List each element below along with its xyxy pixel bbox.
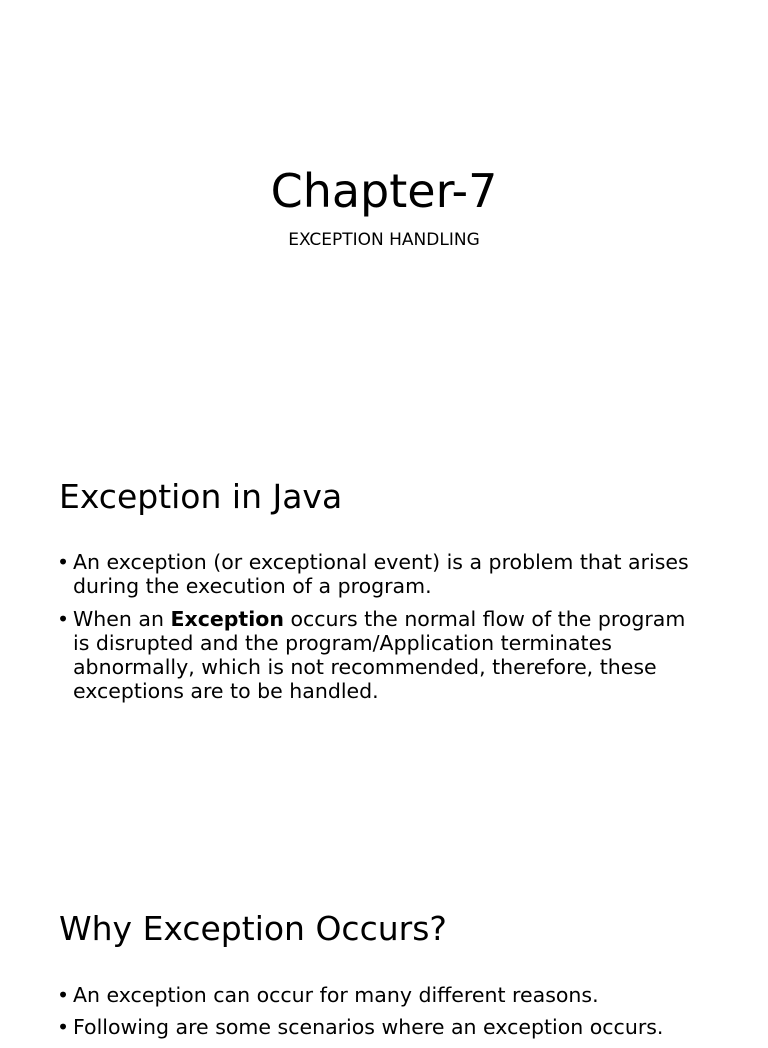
bullet-list	[57, 550, 697, 712]
slide-heading: Why Exception Occurs?	[59, 909, 447, 948]
bullet-item	[57, 550, 697, 599]
chapter-subtitle: EXCEPTION HANDLING	[288, 230, 480, 250]
bullet-text-bold: Exception	[170, 606, 284, 631]
bullet-item	[57, 1015, 697, 1039]
slide-heading: Exception in Java	[59, 477, 343, 516]
slide-why-exception-occurs	[0, 864, 768, 1040]
bullet-text-suffix: occurs the normal flow of the program is disrupted and the program/Application terminates abnormally, which is not recommended, therefore, these exceptions are to be handled.	[73, 606, 686, 704]
bullet-text-prefix: When an	[73, 606, 171, 631]
bullet-icon: •	[57, 606, 70, 631]
bullet-list	[57, 983, 697, 1048]
bullet-icon: •	[57, 983, 70, 1007]
bullet-icon: •	[57, 550, 70, 574]
bullet-icon: •	[57, 1015, 70, 1040]
slide-exception-in-java	[0, 432, 768, 864]
bullet-text: An exception (or exceptional event) is a problem that arises during the execution of a program.	[73, 550, 689, 599]
bullet-item	[57, 983, 697, 1007]
bullet-item	[57, 607, 697, 704]
chapter-title: Chapter-7	[270, 164, 498, 218]
slide-title	[0, 0, 768, 432]
bullet-text: An exception can occur for many different reasons.	[73, 983, 599, 1007]
bullet-text: Following are some scenarios where an exception occurs.	[73, 1015, 664, 1040]
